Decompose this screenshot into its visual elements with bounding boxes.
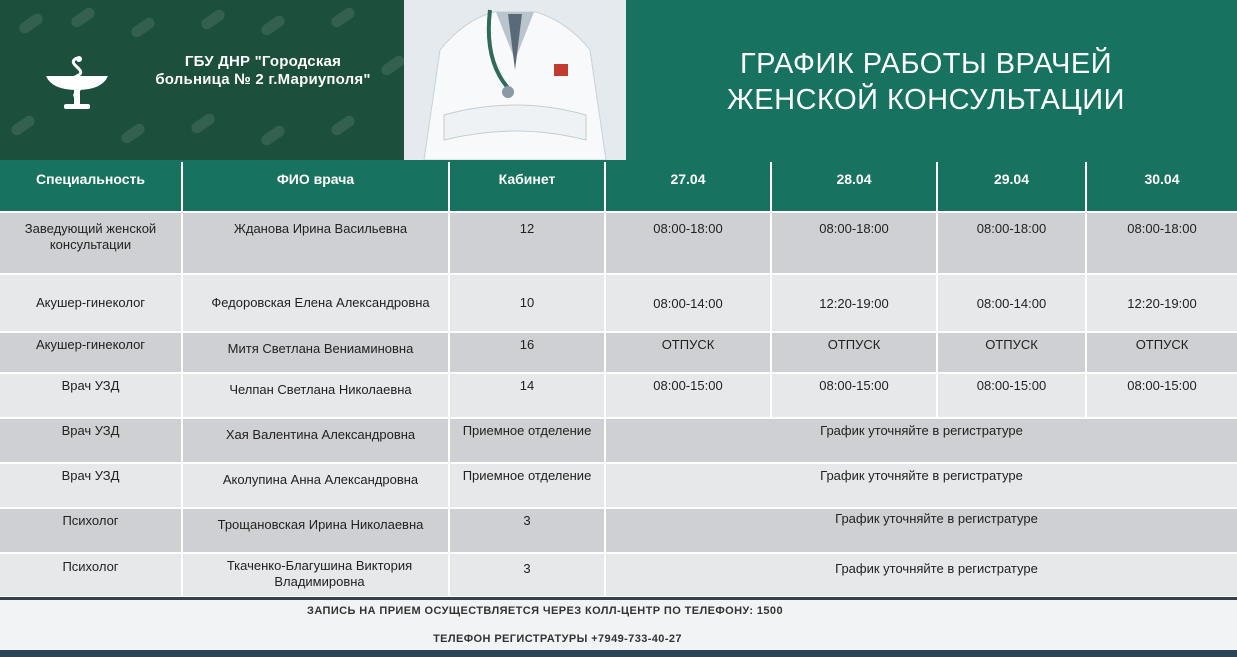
room-cell: 3 (449, 553, 605, 597)
room-cell: 3 (449, 508, 605, 553)
room-cell: Приемное отделение (449, 418, 605, 463)
doctor-name-cell: Федоровская Елена Александровна (182, 274, 449, 332)
schedule-cell: 08:00-15:00 (1086, 373, 1237, 418)
page-footer (0, 597, 1237, 657)
schedule-cell: 08:00-14:00 (605, 274, 771, 332)
schedule-table (0, 162, 1237, 598)
column-header-date: 30.04 (1086, 162, 1237, 212)
room-cell: 12 (449, 212, 605, 274)
room-cell: 10 (449, 274, 605, 332)
column-header-date: 29.04 (937, 162, 1086, 212)
schedule-cell: ОТПУСК (937, 332, 1086, 373)
column-header-date: 28.04 (771, 162, 937, 212)
specialty-cell: Врач УЗД (0, 418, 182, 463)
schedule-cell: ОТПУСК (605, 332, 771, 373)
specialty-cell: Заведующий женской консультации (0, 212, 182, 274)
table-row (0, 418, 1237, 463)
table-row (0, 274, 1237, 332)
table-header-row (0, 162, 1237, 212)
room-cell: 14 (449, 373, 605, 418)
specialty-cell: Акушер-гинеколог (0, 332, 182, 373)
schedule-cell: ОТПУСК (1086, 332, 1237, 373)
table-row (0, 463, 1237, 508)
logo-panel (0, 0, 412, 160)
doctor-name-cell: Митя Светлана Вениаминовна (182, 332, 449, 373)
doctor-name-cell: Трощановская Ирина Николаевна (182, 508, 449, 553)
column-header-specialty: Специальность (0, 162, 182, 212)
schedule-note-cell: График уточняйте в регистратуре (605, 463, 1237, 508)
bowl-of-hygieia-icon (42, 56, 112, 112)
room-cell: 16 (449, 332, 605, 373)
doctor-name-cell: Хая Валентина Александровна (182, 418, 449, 463)
footer-bar (0, 650, 1237, 657)
schedule-cell: 08:00-15:00 (605, 373, 771, 418)
table-row (0, 212, 1237, 274)
schedule-cell: 08:00-15:00 (771, 373, 937, 418)
room-cell: Приемное отделение (449, 463, 605, 508)
schedule-cell: 08:00-18:00 (605, 212, 771, 274)
specialty-cell: Акушер-гинеколог (0, 274, 182, 332)
doctor-name-cell: Аколупина Анна Александровна (182, 463, 449, 508)
schedule-cell: 08:00-18:00 (771, 212, 937, 274)
table-row (0, 508, 1237, 553)
specialty-cell: Врач УЗД (0, 463, 182, 508)
page-header (0, 0, 1237, 162)
doctor-photo (404, 0, 626, 160)
schedule-cell: 08:00-18:00 (937, 212, 1086, 274)
organization-name: ГБУ ДНР "Городская больница № 2 г.Мариуполя" (155, 53, 371, 88)
schedule-cell: 12:20-19:00 (1086, 274, 1237, 332)
call-center-note: ЗАПИСЬ НА ПРИЕМ ОСУЩЕСТВЛЯЕТСЯ ЧЕРЕЗ КОЛЛ-ЦЕНТР ПО ТЕЛЕФОНУ: 1500 (307, 605, 783, 617)
schedule-cell: ОТПУСК (771, 332, 937, 373)
doctor-name-cell: Челпан Светлана Николаевна (182, 373, 449, 418)
column-header-date: 27.04 (605, 162, 771, 212)
schedule-cell: 08:00-14:00 (937, 274, 1086, 332)
schedule-cell: 08:00-15:00 (937, 373, 1086, 418)
registry-phone: ТЕЛЕФОН РЕГИСТРАТУРЫ +7949-733-40-27 (433, 633, 682, 645)
schedule-note-cell: График уточняйте в регистратуре (605, 508, 1237, 553)
schedule-note-cell: График уточняйте в регистратуре (605, 553, 1237, 597)
page-title: ГРАФИК РАБОТЫ ВРАЧЕЙ ЖЕНСКОЙ КОНСУЛЬТАЦИИ (727, 48, 1125, 116)
schedule-cell: 08:00-18:00 (1086, 212, 1237, 274)
column-header-name: ФИО врача (182, 162, 449, 212)
specialty-cell: Врач УЗД (0, 373, 182, 418)
schedule-note-cell: График уточняйте в регистратуре (605, 418, 1237, 463)
column-header-room: Кабинет (449, 162, 605, 212)
doctor-name-cell: Ткаченко-Благушина Виктория Владимировна (182, 553, 449, 597)
specialty-cell: Психолог (0, 553, 182, 597)
doctor-name-cell: Жданова Ирина Васильевна (182, 212, 449, 274)
specialty-cell: Психолог (0, 508, 182, 553)
table-row (0, 332, 1237, 373)
schedule-cell: 12:20-19:00 (771, 274, 937, 332)
table-row (0, 553, 1237, 597)
table-row (0, 373, 1237, 418)
